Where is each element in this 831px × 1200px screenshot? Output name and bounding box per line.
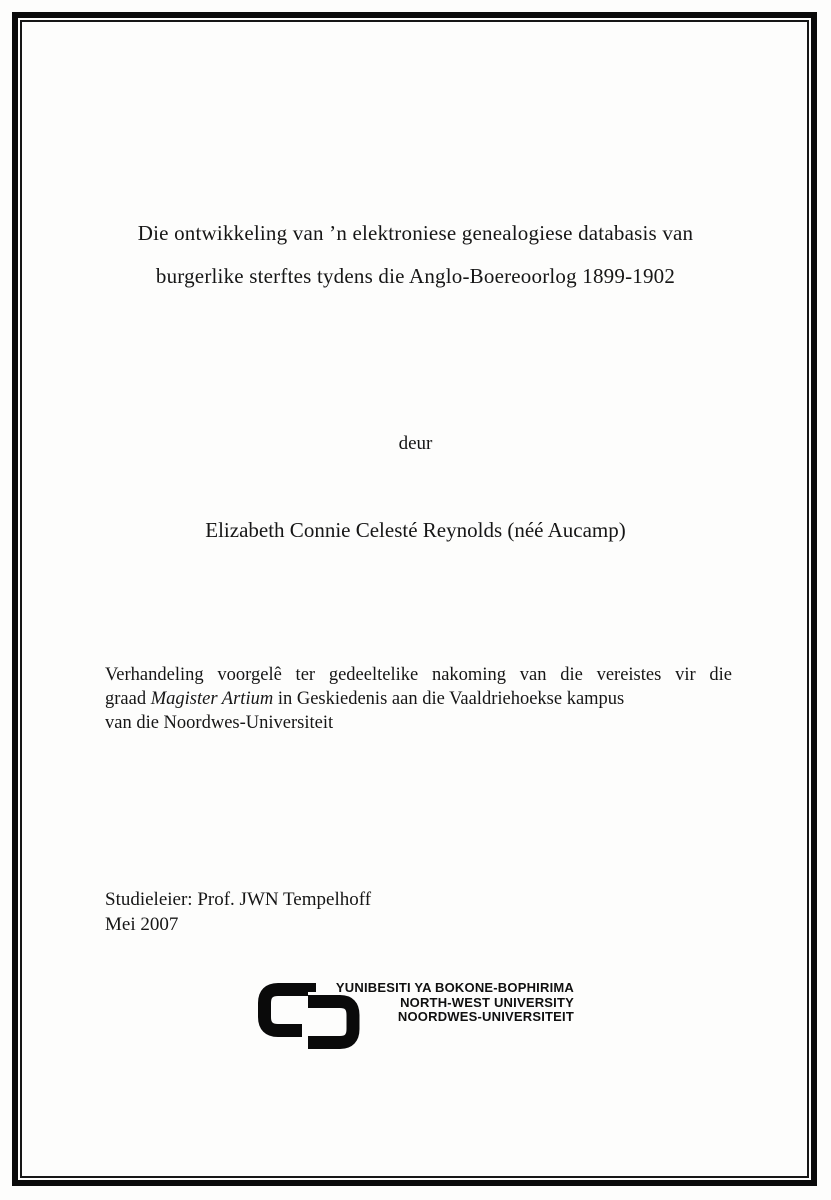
submission-line-3: van die Noordwes-Universiteit (105, 713, 334, 733)
university-logo (256, 980, 586, 1055)
supervisor-block (105, 887, 371, 937)
thesis-title-line-1: Die ontwikkeling van ’n elektroniese genealogiese databasis van (137, 221, 694, 245)
submission-line-1: Verhandeling voorgelê ter gedeeltelike nakoming van die vereistes vir die (105, 665, 732, 685)
author-name: Elizabeth Connie Celesté Reynolds (néé Aucamp) (205, 518, 626, 542)
byline-label: deur (398, 433, 433, 454)
degree-name: Magister Artium (150, 689, 274, 709)
supervisor-line: Studieleier: Prof. JWN Tempelhoff (105, 889, 372, 910)
logo-text-setswana: YUNIBESITI YA BOKONE-BOPHIRIMA (335, 980, 574, 995)
submission-line-2-prefix: graad (105, 689, 151, 709)
university-logo-text (320, 981, 574, 1025)
logo-text-english: NORTH-WEST UNIVERSITY (400, 994, 574, 1010)
submission-line-2-suffix: in Geskiedenis aan die Vaaldriehoekse kampus (273, 689, 625, 709)
date-line: Mei 2007 (105, 914, 179, 935)
submission-statement (105, 663, 732, 735)
thesis-title (60, 212, 771, 298)
submission-line-2 (105, 687, 732, 711)
logo-text-afrikaans: NOORDWES-UNIVERSITEIT (397, 1009, 574, 1025)
thesis-title-line-2: burgerlike sterftes tydens die Anglo-Boereoorlog 1899-1902 (155, 264, 676, 288)
